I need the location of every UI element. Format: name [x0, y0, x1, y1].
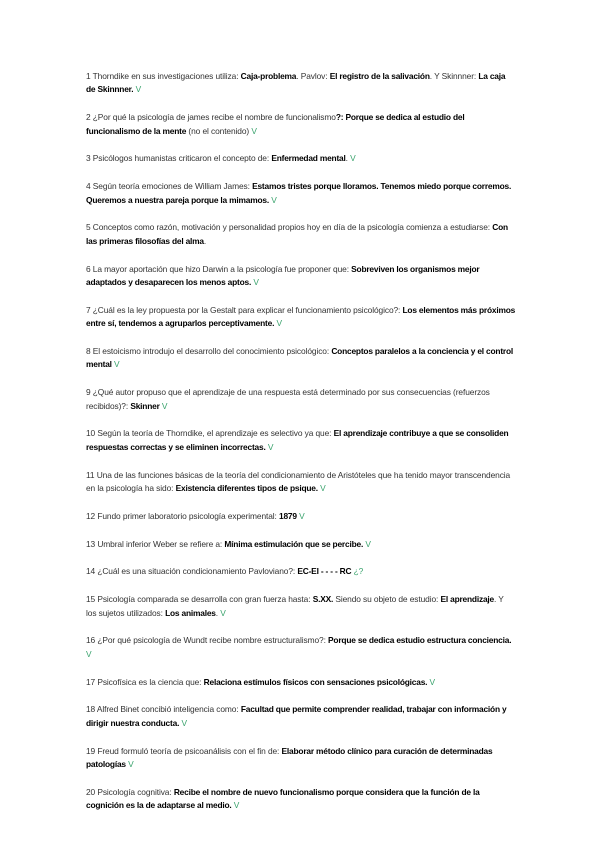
question-item: [86, 304, 516, 331]
question-item: [86, 634, 516, 661]
answer-text: Recibe el nombre de nuevo funcionalismo porque considera que la función de la cognición es la de adaptarse al medio.: [86, 786, 480, 811]
question-item: [86, 111, 516, 138]
answer-text: Relaciona estímulos físicos con sensaciones psicológicas.: [203, 676, 428, 687]
question-text: 9 ¿Qué autor propuso que el aprendizaje de una respuesta está determinado por sus consecuencias (refuerzos recibidos)?:: [86, 387, 490, 411]
question-item: [86, 469, 516, 496]
answer-text: El registro de la salivación: [329, 71, 430, 81]
verification-mark: V: [233, 800, 240, 811]
question-text: 19 Freud formuló teoría de psicoanálisis con el fin de:: [86, 745, 282, 756]
answer-text: Porque se dedica estudio estructura conciencia.: [328, 635, 512, 646]
question-text: .: [203, 235, 207, 246]
answer-text: Conceptos paralelos a la conciencia y el control mental: [86, 346, 514, 370]
verification-mark: V: [181, 717, 187, 728]
question-item: [86, 70, 516, 97]
question-text: . Y los sujetos utilizados:: [86, 594, 504, 618]
verification-mark: ¿?: [353, 566, 364, 577]
question-item: [86, 565, 516, 578]
question-text: 8 El estoicismo introdujo el desarrollo del conocimiento psicológico:: [86, 346, 332, 357]
verification-mark: V: [161, 400, 168, 411]
verification-mark: V: [276, 318, 282, 329]
verification-mark: V: [320, 483, 326, 494]
answer-text: Los elementos más próximos entre sí, tendemos a agruparlos perceptivamente.: [86, 304, 516, 329]
question-text: 6 La mayor aportación que hizo Darwin a la psicología fue proponer que:: [86, 263, 352, 274]
answer-text: Estamos tristes porque lloramos. Tenemos miedo porque corremos. Queremos a nuestra pareja porque la mimamos.: [86, 181, 512, 205]
question-text: 14 ¿Cuál es una situación condicionamiento Pavloviano?:: [86, 566, 298, 577]
question-item: [86, 263, 516, 290]
verification-mark: V: [267, 441, 274, 452]
question-text: Siendo su objeto de estudio:: [333, 594, 441, 605]
question-text: . Pavlov:: [296, 71, 330, 81]
question-text: 18 Alfred Binet concibió inteligencia como:: [86, 704, 241, 715]
question-text: .: [215, 607, 218, 618]
verification-mark: V: [220, 607, 226, 618]
answer-text: Elaborar método clínico para curación de determinadas patologías: [86, 745, 493, 770]
question-text: 10 Según la teoría de Thorndike, el aprendizaje es selectivo ya que:: [86, 428, 334, 439]
question-text: 1 Thorndike en sus investigaciones utiliza:: [86, 71, 241, 81]
answer-text: Con las primeras filosofías del alma: [86, 222, 508, 246]
question-item: [86, 386, 516, 413]
answer-text: La caja de Skinnner.: [86, 71, 506, 95]
question-text: 7 ¿Cuál es la ley propuesta por la Gestalt para explicar el funcionamiento psicológico?:: [86, 304, 403, 315]
verification-mark: V: [114, 359, 120, 370]
answer-text: ?: Porque se dedica al estudio del funcionalismo de la mente: [86, 112, 465, 136]
verification-mark: V: [429, 676, 436, 687]
verification-mark: V: [135, 84, 142, 95]
verification-mark: V: [365, 538, 371, 549]
question-item: [86, 538, 516, 551]
question-item: [86, 221, 516, 248]
question-item: [86, 427, 516, 454]
question-text: 13 Umbral inferior Weber se refiere a:: [86, 538, 225, 549]
verification-mark: V: [271, 194, 277, 205]
question-text: 16 ¿Por qué psicología de Wundt recibe nombre estructuralismo?:: [86, 635, 329, 646]
answer-text: Sobreviven los organismos mejor adaptados y desaparecen los menos aptos.: [86, 263, 480, 288]
question-item: [86, 703, 516, 730]
question-text: .: [345, 153, 348, 164]
question-text: 20 Psicología cognitiva:: [86, 786, 174, 797]
question-item: [86, 786, 516, 813]
question-item: [86, 510, 516, 523]
question-text: 3 Psicólogos humanistas criticaron el concepto de:: [86, 153, 272, 164]
verification-mark: V: [86, 648, 92, 659]
answer-text: 1879: [279, 510, 297, 521]
answer-text: Existencia diferentes tipos de psique.: [175, 483, 318, 494]
question-text: 2 ¿Por qué la psicología de james recibe el nombre de funcionalismo: [86, 112, 336, 123]
verification-mark: V: [128, 759, 134, 770]
verification-mark: V: [253, 277, 259, 288]
answer-text: Los animales: [165, 607, 216, 618]
question-text: 11 Una de las funciones básicas de la teoría del condicionamiento de Aristóteles que ha tenido mayor transcendencia en la psicología ha sido:: [86, 469, 511, 494]
answer-text: El aprendizaje: [440, 594, 494, 605]
verification-mark: V: [299, 510, 305, 521]
answer-text: Enfermedad mental: [271, 153, 346, 164]
answer-text: El aprendizaje contribuye a que se consoliden respuestas correctas y se eliminen incorrectas.: [86, 428, 509, 452]
question-item: [86, 593, 516, 620]
question-text: (no el contenido): [186, 125, 250, 136]
question-text: . Y Skinnner:: [429, 71, 479, 81]
answer-text: Facultad que permite comprender realidad, trabajar con información y dirigir nuestra conducta.: [86, 704, 507, 728]
question-item: [86, 676, 516, 689]
verification-mark: V: [251, 125, 257, 136]
answer-text: S.XX.: [312, 594, 334, 605]
question-item: [86, 180, 516, 207]
question-text: 17 Psicofísica es la ciencia que:: [86, 676, 204, 687]
question-text: 12 Fundo primer laboratorio psicología experimental:: [86, 510, 280, 521]
verification-mark: V: [350, 153, 356, 164]
question-text: 4 Según teoría emociones de William James:: [86, 181, 253, 192]
question-text: 5 Conceptos como razón, motivación y personalidad propios hoy en día de la psicología comienza a estudiarse:: [86, 222, 493, 233]
answer-text: Skinner: [130, 400, 160, 411]
answer-text: EC-EI - - - - RC: [297, 566, 352, 577]
question-item: [86, 152, 516, 165]
question-item: [86, 745, 516, 772]
answer-text: Caja-problema: [240, 71, 297, 81]
question-item: [86, 345, 516, 372]
answer-text: Mínima estimulación que se percibe.: [224, 538, 364, 549]
question-list: [86, 70, 516, 827]
question-text: 15 Psicología comparada se desarrolla con gran fuerza hasta:: [86, 594, 313, 605]
